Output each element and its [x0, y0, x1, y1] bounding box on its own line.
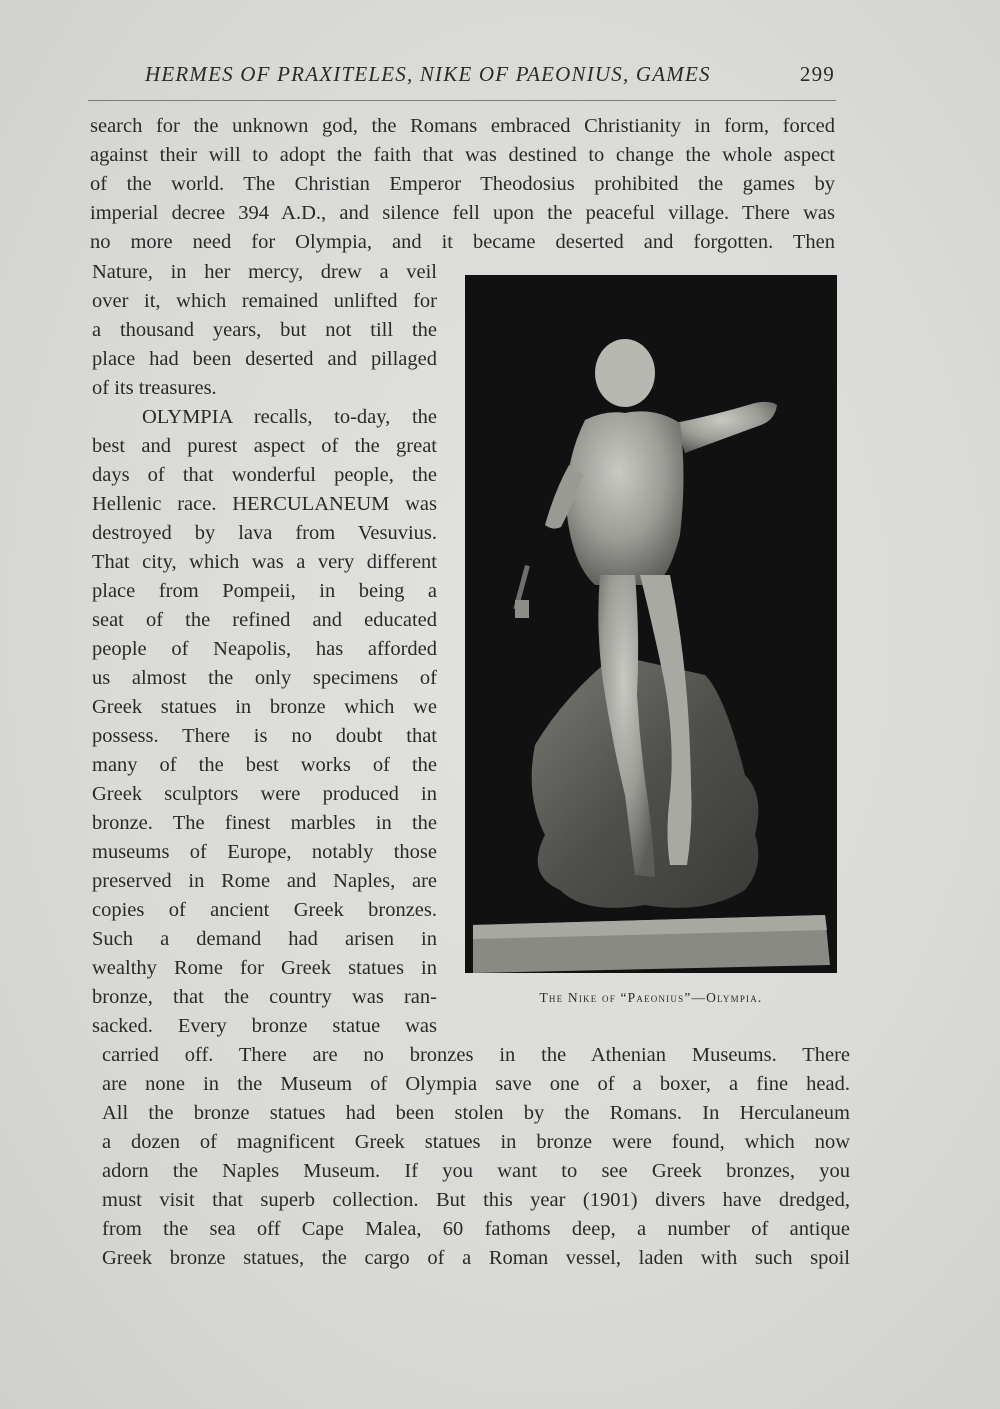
- text-line: destroyed by lava from Vesuvius.: [92, 522, 437, 544]
- statue-photograph: [465, 275, 837, 973]
- text-line: from the sea off Cape Malea, 60 fathoms deep, a number of antique: [102, 1218, 850, 1240]
- text-line: Hellenic race. HERCULANEUM was: [92, 493, 437, 515]
- text-line: us almost the only specimens of: [92, 667, 437, 689]
- text-line: must visit that superb collection. But this year (1901) divers have dredged,: [102, 1189, 850, 1211]
- text-line: days of that wonderful people, the: [92, 464, 437, 486]
- text-line: bronze, that the country was ran-: [92, 986, 437, 1008]
- text-line: Such a demand had arisen in: [92, 928, 437, 950]
- text-line: preserved in Rome and Naples, are: [92, 870, 437, 892]
- text-line: All the bronze statues had been stolen by the Romans. In Herculaneum: [102, 1102, 850, 1124]
- text-line: a dozen of magnificent Greek statues in bronze were found, which now: [102, 1131, 850, 1153]
- text-line: no more need for Olympia, and it became deserted and forgotten. Then: [90, 231, 835, 253]
- running-head: [90, 62, 835, 87]
- text-line: best and purest aspect of the great: [92, 435, 437, 457]
- text-line: museums of Europe, notably those: [92, 841, 437, 863]
- text-line: bronze. The finest marbles in the: [92, 812, 437, 834]
- text-line: search for the unknown god, the Romans embraced Christianity in form, forced: [90, 115, 835, 137]
- text-line: place had been deserted and pillaged: [92, 348, 437, 370]
- text-line: copies of ancient Greek bronzes.: [92, 899, 437, 921]
- text-line: of its treasures.: [92, 377, 217, 399]
- text-line: over it, which remained unlifted for: [92, 290, 437, 312]
- text-line: possess. There is no doubt that: [92, 725, 437, 747]
- text-line: carried off. There are no bronzes in the Athenian Museums. There: [102, 1044, 850, 1066]
- text-line: Nature, in her mercy, drew a veil: [92, 261, 437, 283]
- text-line: seat of the refined and educated: [92, 609, 437, 631]
- text-line: people of Neapolis, has afforded: [92, 638, 437, 660]
- text-line: against their will to adopt the faith that was destined to change the whole aspect: [90, 144, 835, 166]
- text-line: Greek sculptors were produced in: [92, 783, 437, 805]
- text-line: wealthy Rome for Greek statues in: [92, 957, 437, 979]
- text-line: Greek statues in bronze which we: [92, 696, 437, 718]
- running-title: HERMES OF PRAXITELES, NIKE OF PAEONIUS, GAMES: [145, 62, 711, 86]
- text-line: many of the best works of the: [92, 754, 437, 776]
- figure-caption: The Nike of “Paeonius”—Olympia.: [539, 990, 763, 1005]
- text-line: OLYMPIA recalls, to-day, the: [142, 406, 437, 428]
- text-line: are none in the Museum of Olympia save one of a boxer, a fine head.: [102, 1073, 850, 1095]
- text-line: Greek bronze statues, the cargo of a Roman vessel, laden with such spoil: [102, 1247, 850, 1269]
- text-line: sacked. Every bronze statue was: [92, 1015, 437, 1037]
- nike-statue-image: [465, 275, 837, 973]
- left-column-text: [92, 258, 437, 1041]
- header-rule: [88, 100, 836, 101]
- text-line: imperial decree 394 A.D., and silence fell upon the peaceful village. There was: [90, 202, 835, 224]
- text-line: That city, which was a very different: [92, 551, 437, 573]
- text-line: place from Pompeii, in being a: [92, 580, 437, 602]
- text-line: adorn the Naples Museum. If you want to see Greek bronzes, you: [102, 1160, 850, 1182]
- full-width-text-bottom: [102, 1041, 850, 1273]
- text-line: of the world. The Christian Emperor Theodosius prohibited the games by: [90, 173, 835, 195]
- text-line: a thousand years, but not till the: [92, 319, 437, 341]
- page-number: 299: [799, 62, 835, 86]
- full-width-text-top: [90, 112, 835, 257]
